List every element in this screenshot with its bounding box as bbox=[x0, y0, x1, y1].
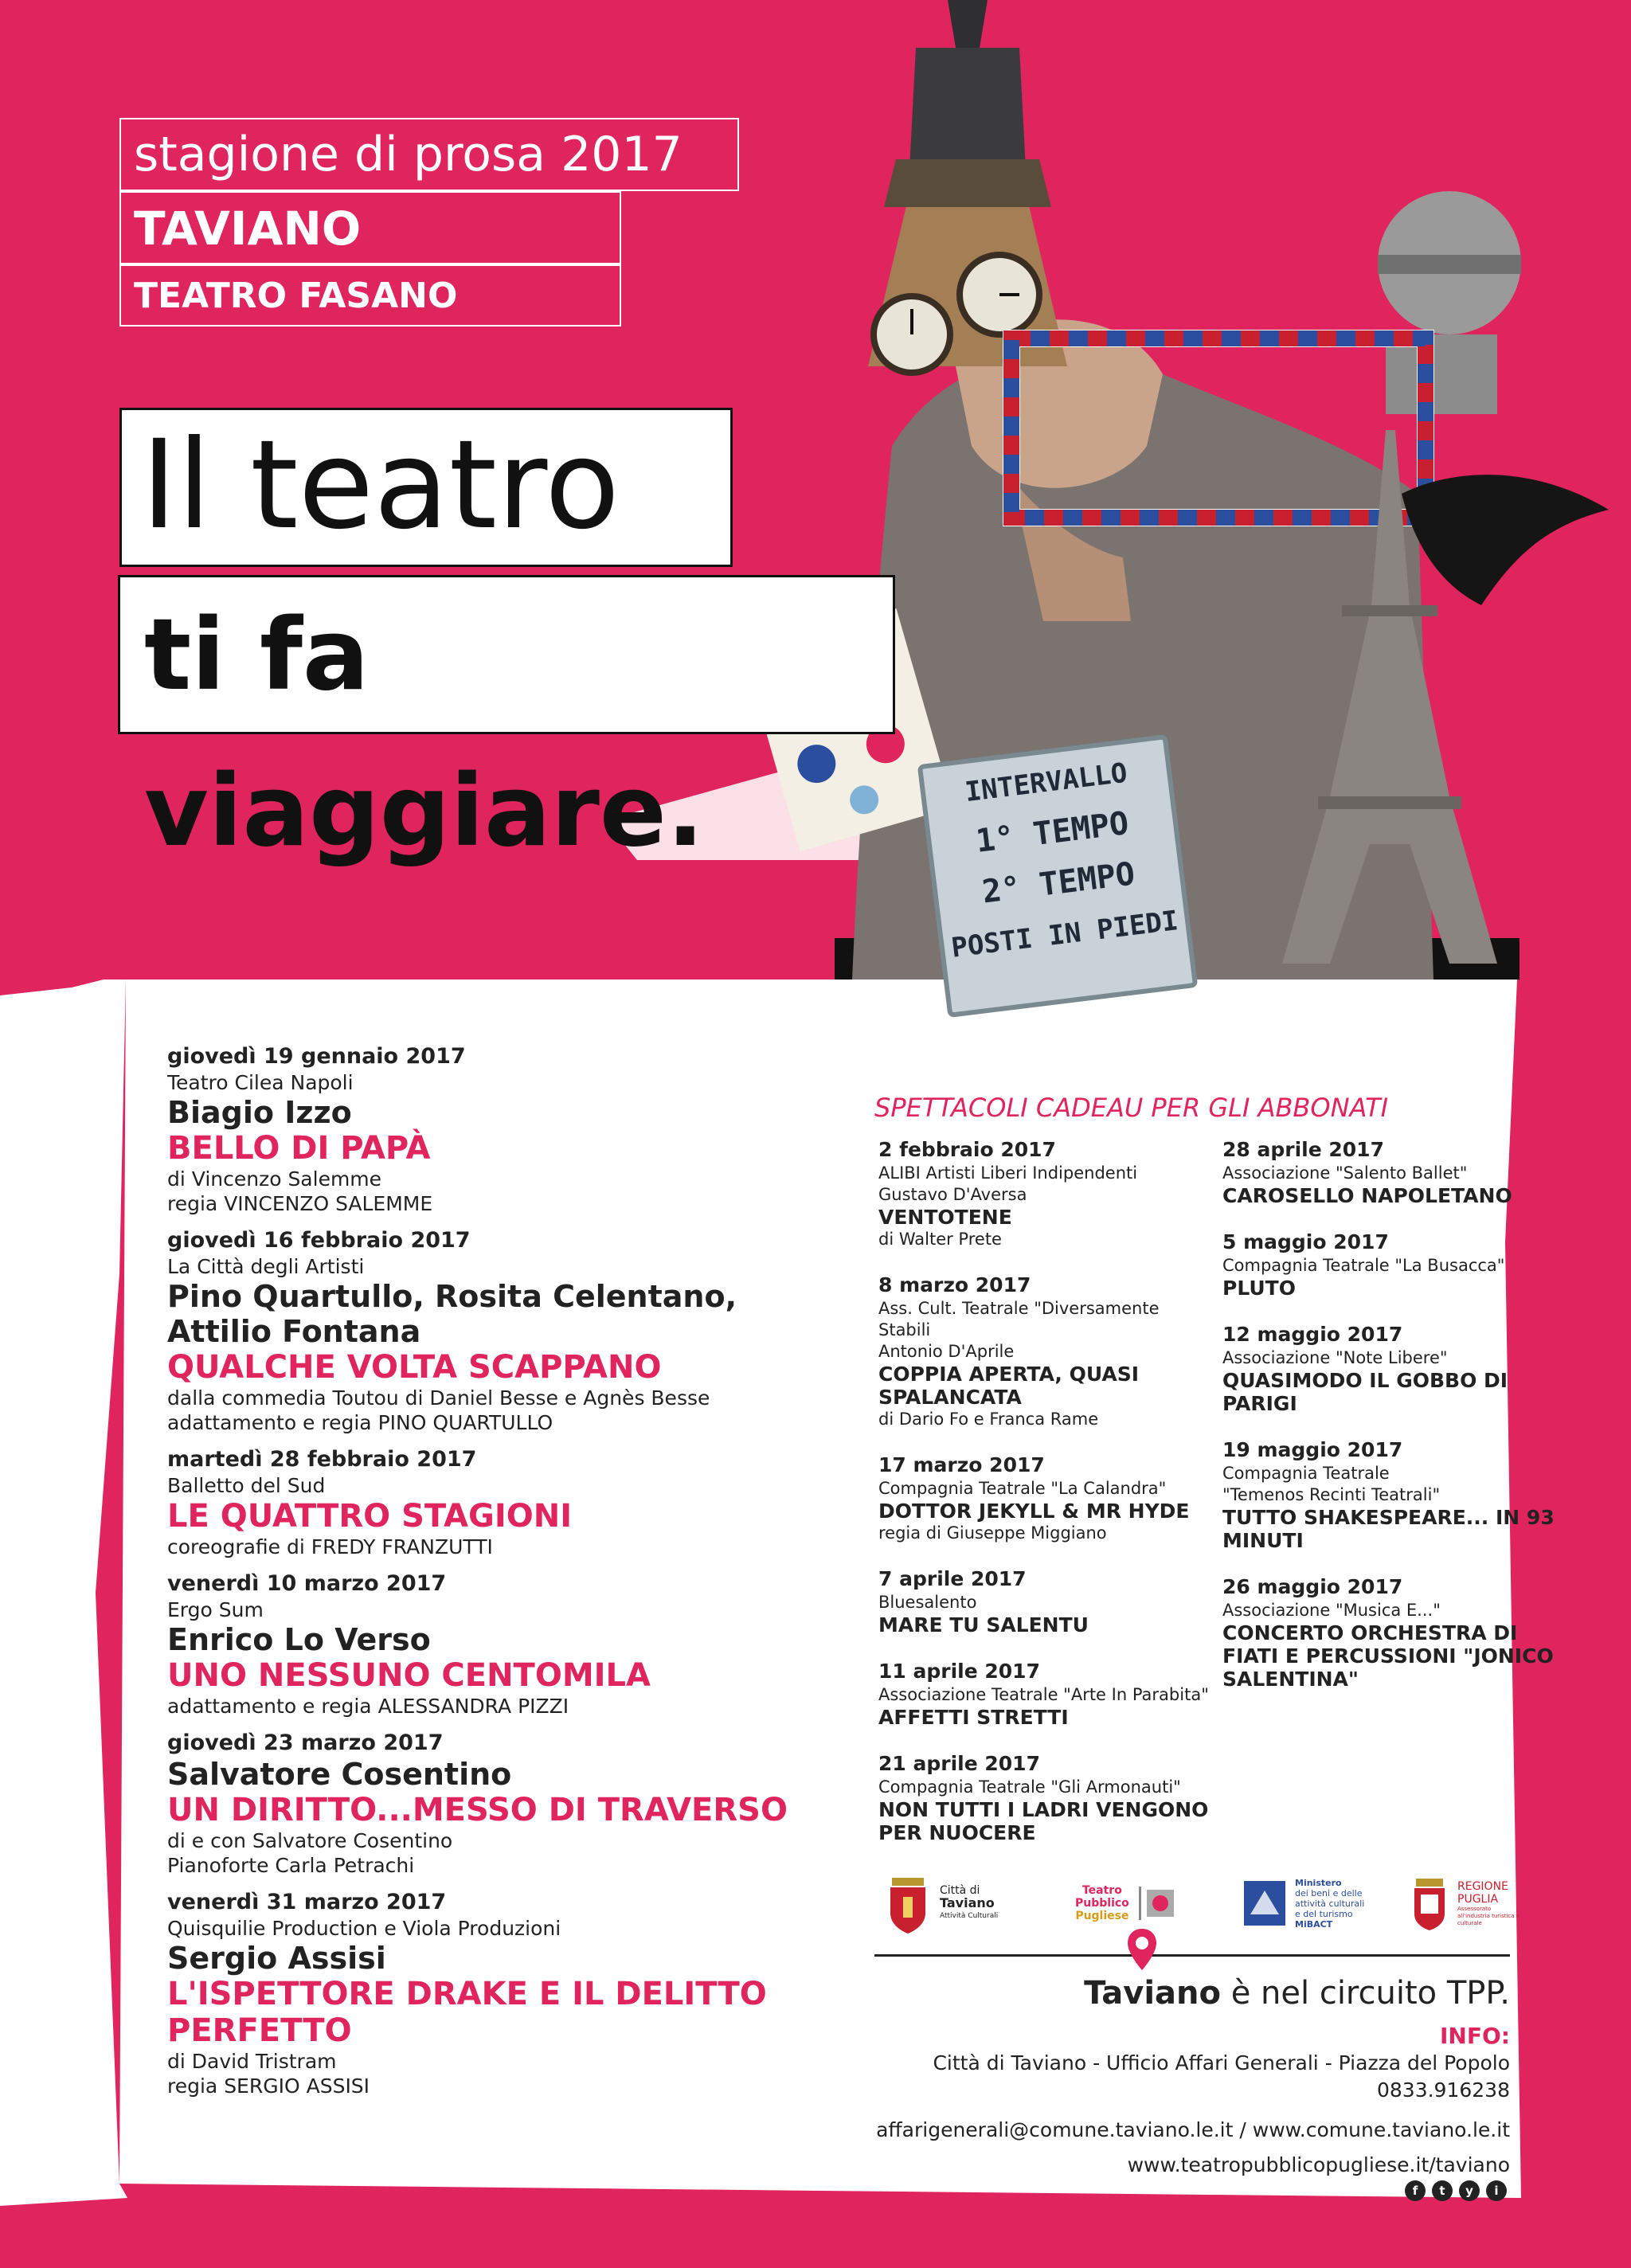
info-phone: 0833.916238 bbox=[1376, 2078, 1510, 2102]
event-company: Teatro Cilea Napoli bbox=[167, 1071, 354, 1094]
gift-item bbox=[878, 1137, 1213, 1250]
event-credit: di e con Salvatore Cosentino bbox=[167, 1829, 453, 1852]
twitter-icon[interactable]: t bbox=[1432, 2180, 1453, 2201]
event-show: UN DIRITTO...MESSO DI TRAVERSO bbox=[167, 1792, 788, 1828]
season-label: stagione di prosa 2017 bbox=[119, 118, 739, 191]
info-web-1[interactable]: affarigenerali@comune.taviano.le.it / www.comune.taviano.le.it bbox=[876, 2118, 1510, 2141]
gift-show: PLUTO bbox=[1222, 1277, 1296, 1300]
event-artists: Sergio Assisi bbox=[167, 1941, 386, 1976]
event-company: Balletto del Sud bbox=[167, 1474, 326, 1497]
town-label: TAVIANO bbox=[119, 191, 621, 264]
event-credit: coreografie di FREDY FRANZUTTI bbox=[167, 1535, 493, 1558]
gift-item bbox=[1222, 1437, 1557, 1552]
gift-item bbox=[1222, 1137, 1557, 1207]
logo-text: REGIONE bbox=[1457, 1879, 1508, 1893]
event-show: BELLO DI PAPÀ bbox=[167, 1130, 431, 1167]
event-company: Quisquilie Production e Viola Produzioni bbox=[167, 1917, 561, 1940]
gift-credit: di Walter Prete bbox=[878, 1230, 1002, 1249]
logo-citta-di-taviano bbox=[884, 1867, 998, 1939]
logo-text: Attività Culturali bbox=[940, 1912, 999, 1920]
gift-show: VENTOTENE bbox=[878, 1206, 1012, 1229]
gift-org: "Temenos Recinti Teatrali" bbox=[1222, 1485, 1441, 1504]
event-date: venerdì 31 marzo 2017 bbox=[167, 1890, 447, 1914]
event-credit: adattamento e regia ALESSANDRA PIZZI bbox=[167, 1695, 569, 1718]
event-2 bbox=[167, 1227, 804, 1435]
mibact-emblem-icon bbox=[1242, 1879, 1287, 1927]
logo-text: Assessorato all'industria turistica e culturale bbox=[1457, 1905, 1520, 1926]
event-3 bbox=[167, 1446, 804, 1559]
logo-text: Pugliese bbox=[1075, 1910, 1129, 1922]
event-5 bbox=[167, 1730, 804, 1878]
title-line-1: Il teatro bbox=[119, 408, 733, 567]
event-show: L'ISPETTORE DRAKE E IL DELITTO PERFETTO bbox=[167, 1976, 767, 2049]
info-block bbox=[876, 2023, 1510, 2179]
event-show: UNO NESSUNO CENTOMILA bbox=[167, 1657, 651, 1694]
title-line-2: ti fa viaggiare. bbox=[118, 575, 895, 734]
gift-date: 2 febbraio 2017 bbox=[878, 1138, 1056, 1161]
gift-item bbox=[878, 1273, 1213, 1430]
info-web-2[interactable]: www.teatropubblicopugliese.it/taviano bbox=[1127, 2153, 1510, 2176]
event-show: LE QUATTRO STAGIONI bbox=[167, 1498, 573, 1535]
gift-date: 7 aprile 2017 bbox=[878, 1567, 1027, 1590]
gift-org: Bluesalento bbox=[878, 1593, 977, 1612]
gift-credit: regia di Giuseppe Miggiano bbox=[878, 1523, 1107, 1543]
event-date: giovedì 19 gennaio 2017 bbox=[167, 1044, 466, 1069]
event-credit: dalla commedia Toutou di Daniel Besse e Agnès Besse bbox=[167, 1386, 710, 1410]
event-credit: regia SERGIO ASSISI bbox=[167, 2074, 370, 2098]
gift-org: Antonio D'Aprile bbox=[878, 1342, 1015, 1361]
gift-org: Compagnia Teatrale "La Calandra" bbox=[878, 1479, 1167, 1498]
event-date: giovedì 16 febbraio 2017 bbox=[167, 1228, 471, 1253]
puglia-crest-icon bbox=[1410, 1875, 1449, 1931]
gifts-column-1 bbox=[878, 1137, 1213, 1867]
gift-item bbox=[878, 1453, 1213, 1544]
event-artists: Enrico Lo Verso bbox=[167, 1622, 431, 1657]
event-company: Ergo Sum bbox=[167, 1598, 264, 1621]
gift-show: QUASIMODO IL GOBBO DI PARIGI bbox=[1222, 1369, 1508, 1415]
ornate-dome bbox=[1378, 191, 1521, 414]
logo-text: e del turismo bbox=[1295, 1908, 1353, 1919]
gift-show: MARE TU SALENTU bbox=[878, 1613, 1089, 1636]
event-date: giovedì 23 marzo 2017 bbox=[167, 1730, 444, 1755]
logo-text: attività culturali bbox=[1295, 1898, 1365, 1909]
season-program bbox=[167, 1043, 804, 2110]
logo-text: dei beni e delle bbox=[1295, 1887, 1363, 1898]
circuit-text: è nel circuito TPP. bbox=[1221, 1975, 1510, 2012]
gift-show: COPPIA APERTA, QUASI SPALANCATA bbox=[878, 1363, 1140, 1409]
circuit-town: Taviano bbox=[1084, 1975, 1221, 2012]
event-show: QUALCHE VOLTA SCAPPANO bbox=[167, 1349, 662, 1386]
logo-text: Teatro bbox=[1081, 1884, 1122, 1897]
event-credit: Pianoforte Carla Petrachi bbox=[167, 1854, 415, 1877]
gift-date: 8 marzo 2017 bbox=[878, 1273, 1031, 1296]
gift-org: Associazione "Salento Ballet" bbox=[1222, 1163, 1468, 1183]
black-horn bbox=[1402, 475, 1609, 605]
event-artists: Pino Quartullo, Rosita Celentano, Attilio Fontana bbox=[167, 1279, 737, 1349]
gift-org: Associazione Teatrale "Arte In Parabita" bbox=[878, 1685, 1209, 1704]
social-icons bbox=[1405, 2180, 1507, 2201]
gifts-column-2 bbox=[1222, 1137, 1557, 1713]
gift-date: 5 maggio 2017 bbox=[1222, 1230, 1389, 1253]
gift-date: 11 aprile 2017 bbox=[878, 1660, 1040, 1683]
circuit-statement bbox=[1059, 1975, 1510, 2012]
gift-date: 28 aprile 2017 bbox=[1222, 1138, 1384, 1161]
sign-line-1: INTERVALLO bbox=[963, 757, 1129, 809]
event-artists: Biagio Izzo bbox=[167, 1095, 352, 1130]
gift-item bbox=[878, 1659, 1213, 1729]
gift-show: TUTTO SHAKESPEARE... IN 93 MINUTI bbox=[1222, 1506, 1555, 1552]
event-credit: adattamento e regia PINO QUARTULLO bbox=[167, 1411, 553, 1434]
event-credit: di David Tristram bbox=[167, 2050, 337, 2073]
gift-org: Associazione "Musica E..." bbox=[1222, 1601, 1441, 1620]
event-artists: Salvatore Cosentino bbox=[167, 1757, 512, 1792]
event-company: La Città degli Artisti bbox=[167, 1255, 365, 1278]
gift-item bbox=[878, 1566, 1213, 1636]
gift-show: DOTTOR JEKYLL & MR HYDE bbox=[878, 1500, 1190, 1523]
gift-show: NON TUTTI I LADRI VENGONO PER NUOCERE bbox=[878, 1798, 1209, 1844]
event-credit: di Vincenzo Salemme bbox=[167, 1167, 382, 1191]
gifts-heading: SPETTACOLI CADEAU PER GLI ABBONATI bbox=[874, 1093, 1389, 1123]
logo-text: PUGLIA bbox=[1457, 1892, 1499, 1906]
instagram-icon[interactable]: i bbox=[1486, 2180, 1507, 2201]
sponsor-logos bbox=[884, 1867, 1521, 1939]
event-1 bbox=[167, 1043, 804, 1216]
venue-label: TEATRO FASANO bbox=[119, 264, 621, 327]
big-ben-tower bbox=[868, 0, 1067, 373]
gift-org: Compagnia Teatrale bbox=[1222, 1464, 1390, 1483]
gift-org: Ass. Cult. Teatrale "Diversamente Stabili bbox=[878, 1299, 1160, 1339]
logo-text: MiBACT bbox=[1295, 1918, 1333, 1930]
gift-item bbox=[878, 1751, 1213, 1844]
taviano-crest-icon bbox=[884, 1871, 932, 1935]
intervallo-sign bbox=[917, 734, 1199, 1018]
collage-illustration bbox=[749, 0, 1631, 980]
gift-org: Compagnia Teatrale "La Busacca" bbox=[1222, 1256, 1505, 1275]
gift-date: 26 maggio 2017 bbox=[1222, 1575, 1403, 1598]
sign-line-3: 2° TEMPO bbox=[980, 855, 1137, 911]
event-date: martedì 28 febbraio 2017 bbox=[167, 1447, 477, 1472]
gift-item bbox=[1222, 1230, 1557, 1300]
gift-date: 19 maggio 2017 bbox=[1222, 1438, 1403, 1461]
gift-show: CONCERTO ORCHESTRA DI FIATI E PERCUSSIONI "JONICO SALENTINA" bbox=[1222, 1621, 1554, 1691]
event-4 bbox=[167, 1570, 804, 1719]
info-address: Città di Taviano - Ufficio Affari Generali - Piazza del Popolo bbox=[933, 2051, 1510, 2074]
sign-line-2: 1° TEMPO bbox=[973, 804, 1131, 860]
gift-org: Compagnia Teatrale "Gli Armonauti" bbox=[878, 1777, 1181, 1797]
theatre-masks-icon bbox=[1137, 1883, 1177, 1923]
gift-date: 21 aprile 2017 bbox=[878, 1752, 1040, 1775]
youtube-icon[interactable]: y bbox=[1459, 2180, 1480, 2201]
event-credit: regia VINCENZO SALEMME bbox=[167, 1192, 433, 1215]
logo-text: Taviano bbox=[940, 1895, 995, 1910]
logo-regione-puglia bbox=[1410, 1867, 1521, 1939]
gift-org: Associazione "Note Libere" bbox=[1222, 1348, 1448, 1367]
logo-text: Ministero bbox=[1295, 1877, 1342, 1888]
gift-show: CAROSELLO NAPOLETANO bbox=[1222, 1184, 1512, 1207]
event-6 bbox=[167, 1889, 804, 2098]
gift-show: AFFETTI STRETTI bbox=[878, 1706, 1069, 1729]
logo-text: Pubblico bbox=[1075, 1897, 1129, 1910]
gift-date: 12 maggio 2017 bbox=[1222, 1323, 1403, 1346]
gift-date: 17 marzo 2017 bbox=[878, 1453, 1045, 1476]
gift-credit: di Dario Fo e Franca Rame bbox=[878, 1410, 1099, 1429]
gift-item bbox=[1222, 1574, 1557, 1691]
logo-mibact bbox=[1242, 1867, 1364, 1939]
divider-line bbox=[874, 1954, 1510, 1957]
gift-org: ALIBI Artisti Liberi Indipendenti bbox=[878, 1163, 1138, 1183]
logo-text: Città di bbox=[940, 1884, 980, 1897]
gift-item bbox=[1222, 1322, 1557, 1415]
location-pin-icon bbox=[1126, 1927, 1158, 1972]
gift-org: Gustavo D'Aversa bbox=[878, 1185, 1027, 1204]
facebook-icon[interactable]: f bbox=[1405, 2180, 1426, 2201]
sign-line-4: POSTI IN PIEDI bbox=[949, 905, 1180, 964]
event-date: venerdì 10 marzo 2017 bbox=[167, 1571, 447, 1596]
info-heading: INFO: bbox=[1440, 2023, 1510, 2049]
